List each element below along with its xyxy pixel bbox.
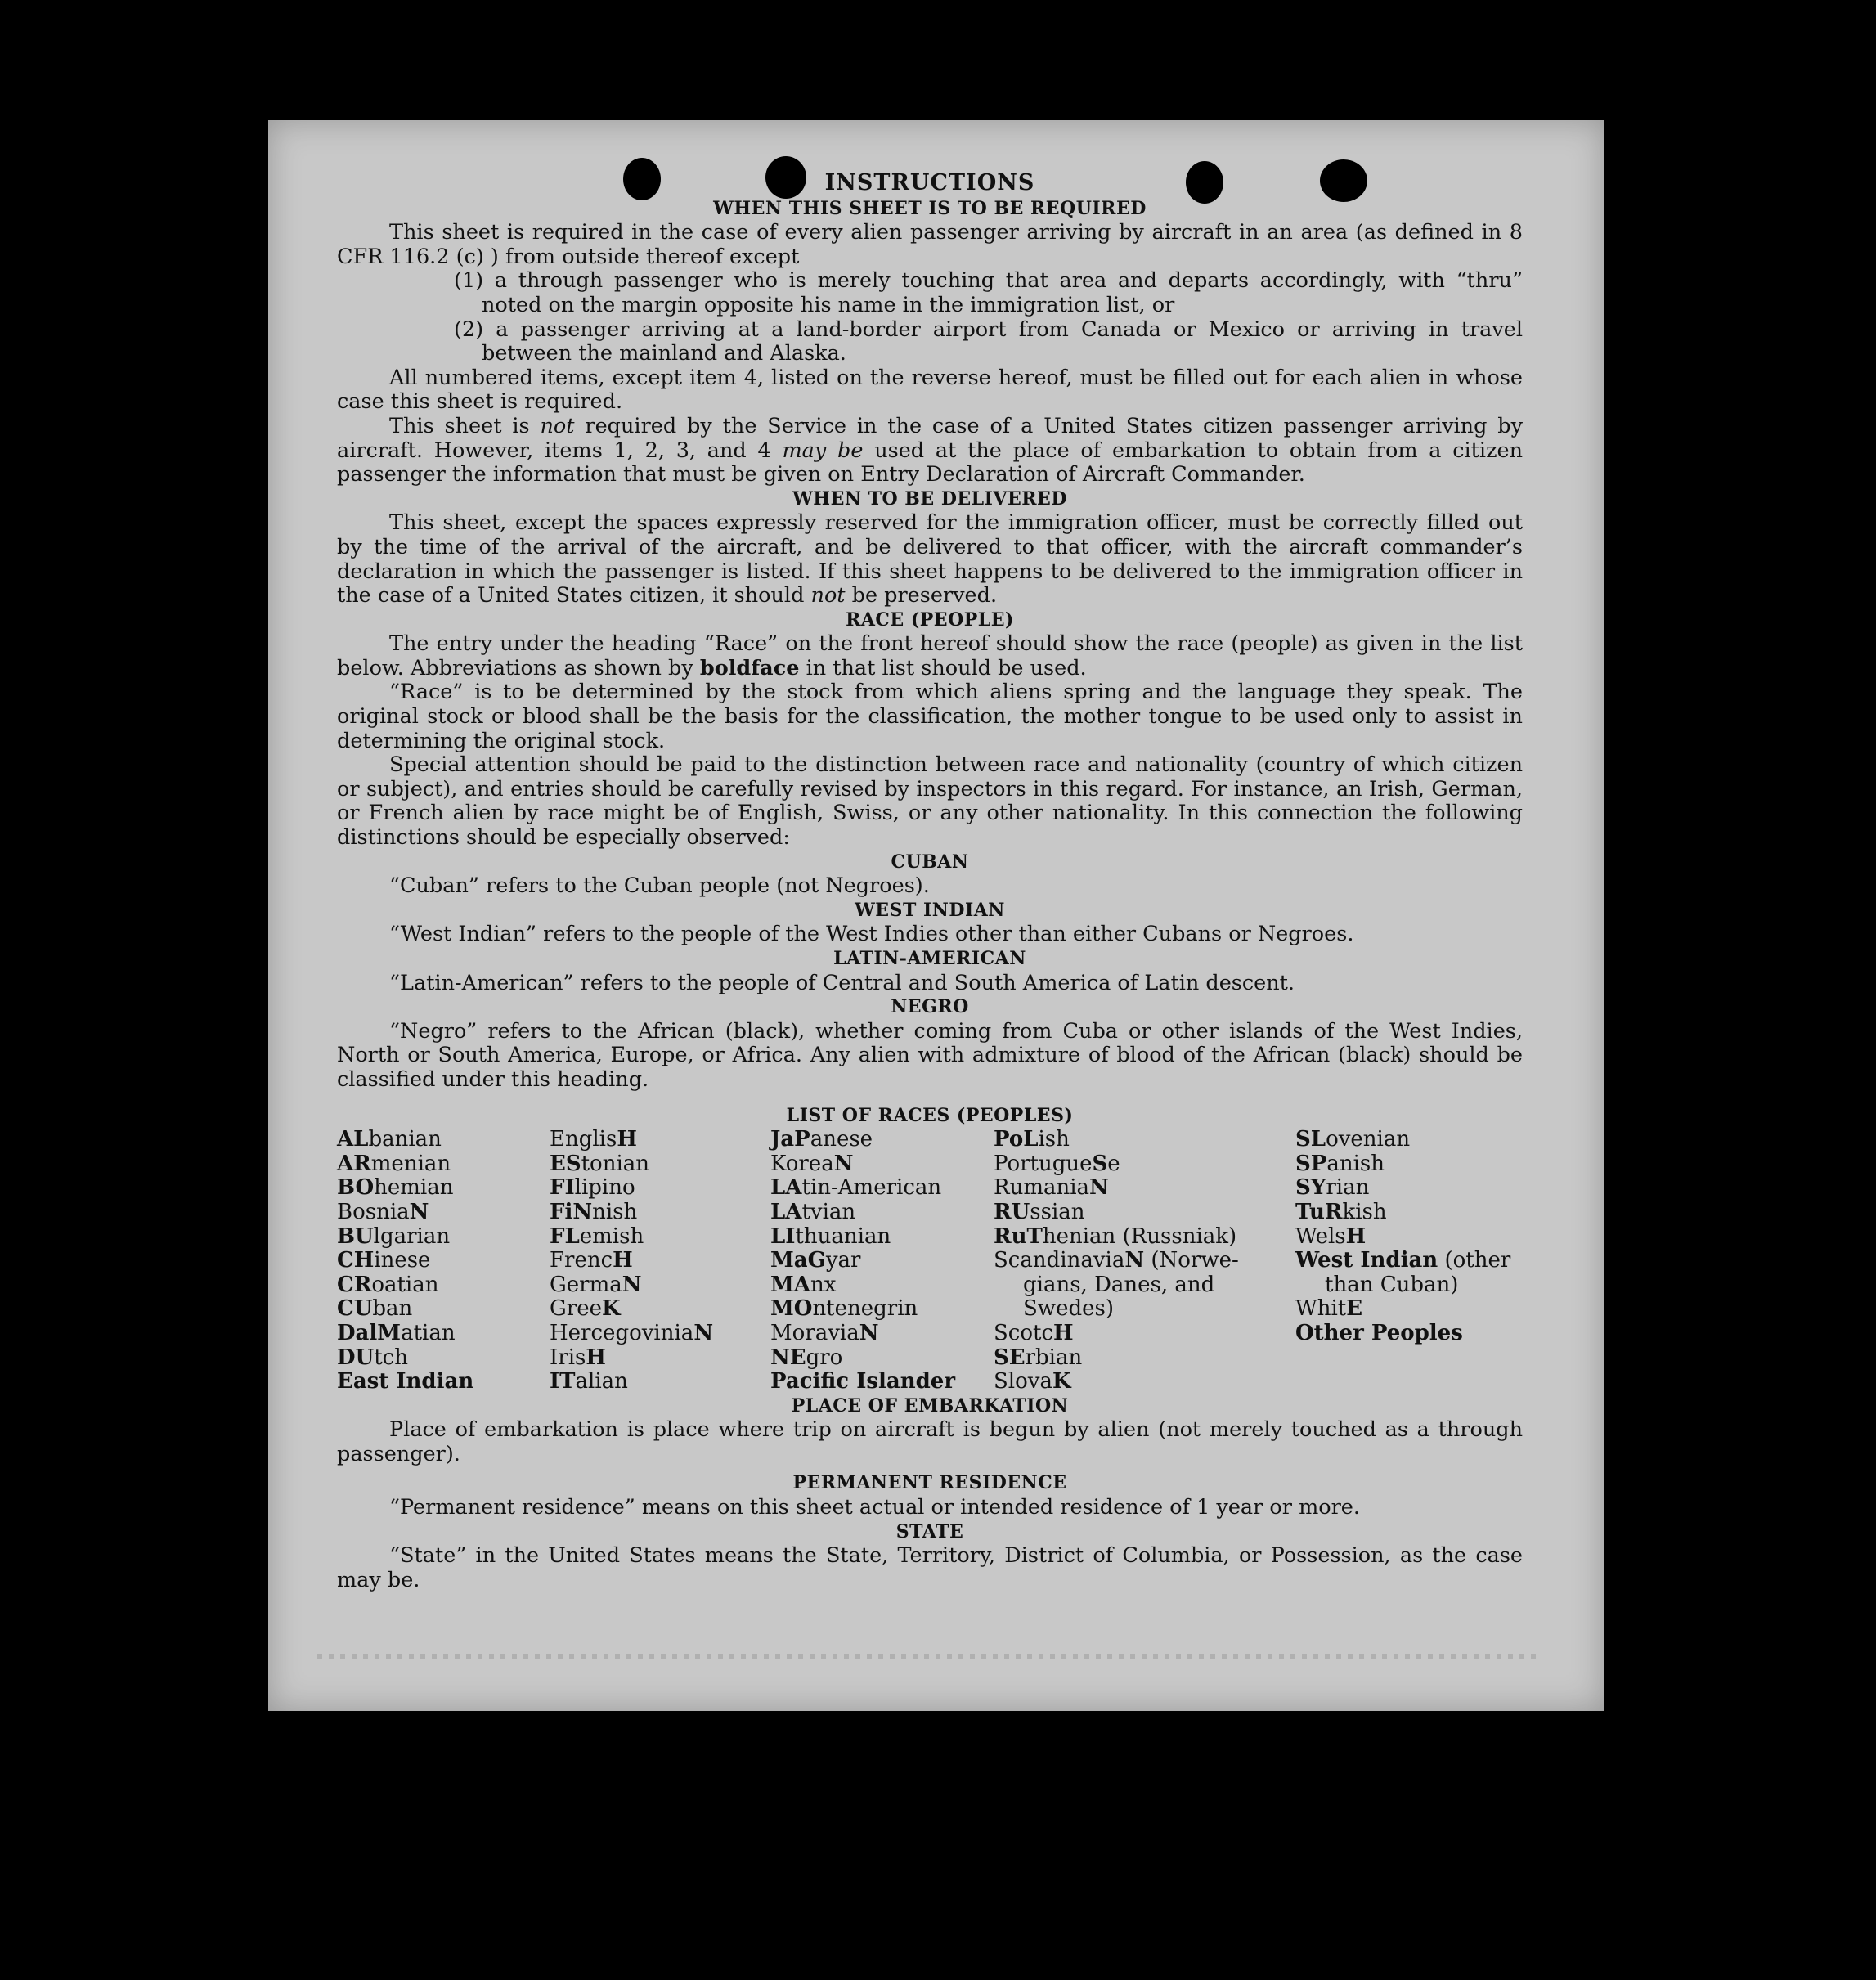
exception-item-2: (2) a passenger arriving at a land-border airport from Canada or Mexico or arriving in travel between the mainland and Alaska. [454, 317, 1523, 366]
race-entry-segment: LI [770, 1223, 796, 1249]
race-entry-segment: nish [592, 1199, 638, 1224]
race-entry [337, 1346, 550, 1371]
definition-embarkation: Place of embarkation is place where trip on aircraft is begun by alien (not merely touched as a through passenger). [337, 1417, 1523, 1466]
race-entry [1295, 1176, 1523, 1201]
race-entry-segment: West Indian [1295, 1248, 1438, 1273]
paragraph: Special attention should be paid to the distinction between race and nationality (country of which citizen or subject), and entries should be carefully revised by inspectors in this regard. For instance, an Irish, German, or French alien by race might be of English, Swiss, or any other nationality. In this connection the following distinctions should be especially observed: [337, 752, 1523, 851]
race-entry-segment: tch [374, 1345, 408, 1370]
race-entry [994, 1201, 1295, 1225]
race-entry-segment: Whit [1295, 1296, 1347, 1322]
race-entry [770, 1297, 994, 1322]
exception-item-1: (1) a through passenger who is merely touching that area and departs accordingly, with “thru” noted on the margin opposite his name in the immigration list, or [454, 268, 1523, 317]
heading-latin-american: LATIN-AMERICAN [833, 948, 1026, 969]
definition-state: “State” in the United States means the State, Territory, District of Columbia, or Possession, as the case may be. [337, 1543, 1523, 1592]
race-entry-segment: MA [770, 1272, 810, 1297]
race-entry-segment: gro [806, 1345, 843, 1370]
race-entry [550, 1370, 770, 1394]
text-run: in that list should be used. [799, 655, 1087, 680]
race-entry-segment: MO [770, 1296, 813, 1322]
bold-text: boldface [699, 655, 800, 680]
race-entry-segment: East Indian [337, 1369, 474, 1394]
races-column [337, 1128, 550, 1394]
race-entry [1295, 1322, 1523, 1346]
race-entry [1295, 1152, 1523, 1177]
race-entry [337, 1249, 550, 1273]
race-entry-segment: CH [337, 1248, 375, 1273]
race-entry-segment: Portugue [994, 1151, 1093, 1176]
race-entry-segment: E [1346, 1296, 1363, 1322]
text-run: The entry under the heading “Race” on the front hereof should show the race (people) as given in the list below. Abbreviations as shown by [337, 631, 1523, 680]
definition-cuban: “Cuban” refers to the Cuban people (not Negroes). [389, 873, 930, 899]
race-entry [994, 1346, 1295, 1371]
race-entry-segment: Pacific Islander [770, 1369, 956, 1394]
heading-west-indian: WEST INDIAN [855, 899, 1005, 921]
instructions-content [337, 171, 1523, 1592]
race-entry-segment: tvian [801, 1199, 856, 1224]
italic-text: not [540, 413, 575, 438]
race-entry-segment: BU [337, 1223, 374, 1249]
race-entry-segment: lipino [574, 1175, 635, 1201]
races-list [337, 1128, 1523, 1394]
race-entry-segment: N [1124, 1248, 1145, 1273]
race-entry [994, 1370, 1295, 1394]
race-entry-segment: SY [1295, 1175, 1326, 1201]
paragraph [337, 632, 1523, 680]
race-entry-segment: hemian [374, 1175, 454, 1201]
race-entry-segment: lgarian [373, 1223, 451, 1249]
race-entry [994, 1128, 1295, 1152]
race-entry [994, 1322, 1295, 1346]
race-entry-segment: Scotc [994, 1320, 1054, 1345]
document-page [268, 120, 1604, 1711]
italic-text: may be [782, 438, 864, 463]
race-entry [994, 1225, 1295, 1250]
race-entry [337, 1370, 550, 1394]
race-entry-segment: Gree [550, 1296, 602, 1322]
race-entry-segment: rbian [1025, 1345, 1083, 1370]
race-entry-segment: Hercegovinia [550, 1320, 694, 1345]
race-entry-segment: H [1345, 1223, 1367, 1249]
heading-races-list: LIST OF RACES (PEOPLES) [786, 1104, 1074, 1126]
race-entry [770, 1346, 994, 1371]
race-entry-segment: emish [579, 1223, 644, 1249]
race-entry-segment: ssian [1030, 1199, 1085, 1224]
paragraph: “Race” is to be determined by the stock from which aliens spring and the language they speak. The original stock or blood shall be the basis for the classification, the mother tongue to be used only to assist in determining the original stock. [337, 680, 1523, 753]
race-entry [550, 1225, 770, 1250]
race-entry [1295, 1249, 1523, 1273]
heading-embarkation: PLACE OF EMBARKATION [791, 1394, 1069, 1417]
race-entry-segment: IT [550, 1369, 576, 1394]
race-entry-segment: yar [825, 1248, 861, 1273]
race-entry-segment: H [1053, 1320, 1074, 1345]
race-entry-segment: Iris [550, 1345, 586, 1370]
race-entry-segment: AL [337, 1127, 369, 1152]
race-entry-segment: N [833, 1151, 854, 1176]
race-entry-segment: AR [337, 1151, 371, 1176]
race-entry [1295, 1201, 1523, 1225]
race-entry [770, 1249, 994, 1273]
race-entry-segment: Other Peoples [1295, 1320, 1463, 1345]
heading-cuban: CUBAN [891, 851, 969, 873]
race-entry [770, 1152, 994, 1177]
race-entry [550, 1273, 770, 1298]
race-entry [337, 1201, 550, 1225]
faded-footer-print [317, 1654, 1539, 1659]
race-entry-segment: SP [1295, 1151, 1327, 1176]
race-entry-segment: CU [337, 1296, 373, 1322]
race-entry-segment: ish [1038, 1127, 1070, 1152]
race-entry-segment: nx [810, 1272, 837, 1297]
race-entry-segment: tin-American [801, 1175, 942, 1201]
race-entry-segment: rian [1326, 1175, 1370, 1201]
paragraph: All numbered items, except item 4, listed on the reverse hereof, must be filled out for each alien in whose case this sheet is required. [337, 365, 1523, 415]
race-entry-segment: RU [994, 1199, 1030, 1224]
race-entry-segment: CR [337, 1272, 372, 1297]
race-entry-segment: ban [372, 1296, 413, 1322]
text-run: This sheet is [389, 413, 541, 438]
race-entry-segment: FL [550, 1223, 580, 1249]
race-entry [770, 1128, 994, 1152]
race-entry-segment: henian (Russniak) [1042, 1223, 1237, 1249]
race-entry-segment: H [617, 1127, 637, 1152]
race-entry-segment: than Cuban) [1325, 1272, 1459, 1297]
race-entry [770, 1273, 994, 1298]
heading-state: STATE [895, 1520, 964, 1542]
race-entry [550, 1346, 770, 1371]
race-entry [1295, 1273, 1523, 1298]
race-entry-segment: M [377, 1320, 402, 1345]
race-entry [994, 1249, 1295, 1273]
race-entry-segment: thuanian [795, 1223, 891, 1249]
race-entry [550, 1176, 770, 1201]
race-entry-segment: kish [1342, 1199, 1387, 1224]
race-entry-segment: N [1089, 1175, 1109, 1201]
definition-negro: “Negro” refers to the African (black), whether coming from Cuba or other islands of the West Indies, North or South America, Europe, or Africa. Any alien with admixture of blood of the African (black) should be classified under this heading. [337, 1018, 1523, 1092]
race-entry [994, 1273, 1295, 1298]
text-run: be preserved. [845, 583, 998, 608]
race-entry-segment: DU [337, 1345, 375, 1370]
race-entry-segment: alian [575, 1369, 628, 1394]
race-entry [337, 1225, 550, 1250]
race-entry [550, 1201, 770, 1225]
race-entry-segment: RuT [994, 1223, 1043, 1249]
paragraph [337, 511, 1523, 608]
race-entry-segment: Bosnia [337, 1199, 410, 1224]
race-entry [994, 1176, 1295, 1201]
races-column [1295, 1128, 1523, 1394]
definition-latin-american: “Latin-American” refers to the people of Central and South America of Latin descent. [389, 970, 1295, 995]
text-run: used at the place of embarkation to obtain from a citizen passenger the information that must be given on Entry Declaration of Aircraft Commander. [337, 438, 1524, 487]
race-entry [994, 1152, 1295, 1177]
race-entry-segment: LA [770, 1199, 802, 1224]
race-entry [1295, 1128, 1523, 1152]
race-entry [770, 1201, 994, 1225]
race-entry-segment: oatian [371, 1272, 439, 1297]
paragraph: This sheet is required in the case of every alien passenger arriving by aircraft in an area (as defined in 8 CFR 116.2 (c) ) from outside thereof except [337, 220, 1523, 269]
race-entry-segment: inese [374, 1248, 431, 1273]
races-column [770, 1128, 994, 1394]
race-entry-segment: Frenc [550, 1248, 613, 1273]
paragraph [337, 415, 1523, 487]
definition-west-indian: “West Indian” refers to the people of the West Indies other than either Cubans or Negroes. [389, 922, 1354, 947]
race-entry [1295, 1297, 1523, 1322]
race-entry-segment: SE [994, 1345, 1026, 1370]
race-entry-segment: Swedes) [1023, 1296, 1114, 1322]
races-column [550, 1128, 770, 1394]
race-entry-segment: Rumania [994, 1175, 1090, 1201]
text-run: This sheet, except the spaces expressly reserved for the immigration officer, must be correctly filled out by the time of the arrival of the aircraft, and be delivered to that officer, with the aircraft commander’s declaration in which the passenger is listed. If this sheet happens to be delivered to the immigration officer in the case of a United States citizen, it should [337, 510, 1523, 608]
page-title: INSTRUCTIONS [824, 170, 1035, 195]
race-entry-segment: JaP [770, 1127, 810, 1152]
race-entry-segment: atian [401, 1320, 456, 1345]
race-entry-segment: S [1092, 1151, 1108, 1176]
heading-negro: NEGRO [891, 996, 969, 1018]
race-entry-segment: Dal [337, 1320, 378, 1345]
race-entry [337, 1128, 550, 1152]
race-entry [337, 1273, 550, 1298]
race-entry-segment: Germa [550, 1272, 622, 1297]
race-entry-segment: banian [368, 1127, 442, 1152]
race-entry-segment: (other [1438, 1248, 1511, 1273]
race-entry-segment: H [613, 1248, 633, 1273]
race-entry [550, 1249, 770, 1273]
race-entry-segment: BO [337, 1175, 375, 1201]
race-entry-segment: MaG [770, 1248, 826, 1273]
race-entry [337, 1297, 550, 1322]
race-entry-segment: N [572, 1199, 593, 1224]
race-entry [770, 1322, 994, 1346]
race-entry-segment: N [409, 1199, 429, 1224]
race-entry-segment: menian [370, 1151, 451, 1176]
race-entry [770, 1370, 994, 1394]
race-entry [550, 1128, 770, 1152]
race-entry-segment: FI [550, 1175, 575, 1201]
race-entry [770, 1225, 994, 1250]
race-entry-segment: Moravia [770, 1320, 859, 1345]
race-entry-segment: ntenegrin [812, 1296, 918, 1322]
races-column [994, 1128, 1295, 1394]
race-entry-segment: LA [770, 1175, 802, 1201]
race-entry [550, 1322, 770, 1346]
race-entry-segment: TuR [1295, 1199, 1343, 1224]
heading-residence: PERMANENT RESIDENCE [792, 1472, 1067, 1494]
race-entry-segment: anish [1326, 1151, 1385, 1176]
heading-race: RACE (PEOPLE) [846, 608, 1014, 631]
race-entry-segment: tonian [581, 1151, 650, 1176]
race-entry [337, 1176, 550, 1201]
race-entry-segment: N [693, 1320, 714, 1345]
race-entry-segment: H [586, 1345, 606, 1370]
race-entry-segment: N [622, 1272, 642, 1297]
race-entry-segment: NE [770, 1345, 806, 1370]
race-entry-segment: PoL [994, 1127, 1039, 1152]
race-entry-segment: Scandinavia [994, 1248, 1125, 1273]
race-entry-segment: (Norwe- [1144, 1248, 1239, 1273]
race-entry-segment: Slova [994, 1369, 1052, 1394]
race-entry [337, 1322, 550, 1346]
race-entry-segment: Korea [770, 1151, 834, 1176]
heading-delivered: WHEN TO BE DELIVERED [792, 487, 1067, 510]
race-entry [337, 1152, 550, 1177]
race-entry-segment: anese [810, 1127, 873, 1152]
italic-text: not [810, 583, 846, 608]
race-entry-segment: Fi [550, 1199, 573, 1224]
race-entry [770, 1176, 994, 1201]
race-entry [550, 1152, 770, 1177]
race-entry-segment: gians, Danes, and [1023, 1272, 1215, 1297]
race-entry-segment: K [1052, 1369, 1071, 1394]
race-entry-segment: Wels [1295, 1223, 1346, 1249]
race-entry [994, 1297, 1295, 1322]
race-entry-segment: ES [550, 1151, 581, 1176]
race-entry [550, 1297, 770, 1322]
race-entry [1295, 1225, 1523, 1250]
race-entry-segment: e [1107, 1151, 1120, 1176]
race-entry-segment: Englis [550, 1127, 617, 1152]
definition-residence: “Permanent residence” means on this sheet actual or intended residence of 1 year or more. [389, 1495, 1360, 1520]
heading-required: WHEN THIS SHEET IS TO BE REQUIRED [713, 197, 1147, 219]
text-run: required by the Service in the case of a United States citizen passenger arriving by aircraft. However, items 1, 2, 3, and 4 [337, 413, 1524, 463]
race-entry-segment: K [601, 1296, 621, 1322]
race-entry-segment: ovenian [1326, 1127, 1411, 1152]
race-entry-segment: SL [1295, 1127, 1326, 1152]
race-entry-segment: N [859, 1320, 879, 1345]
